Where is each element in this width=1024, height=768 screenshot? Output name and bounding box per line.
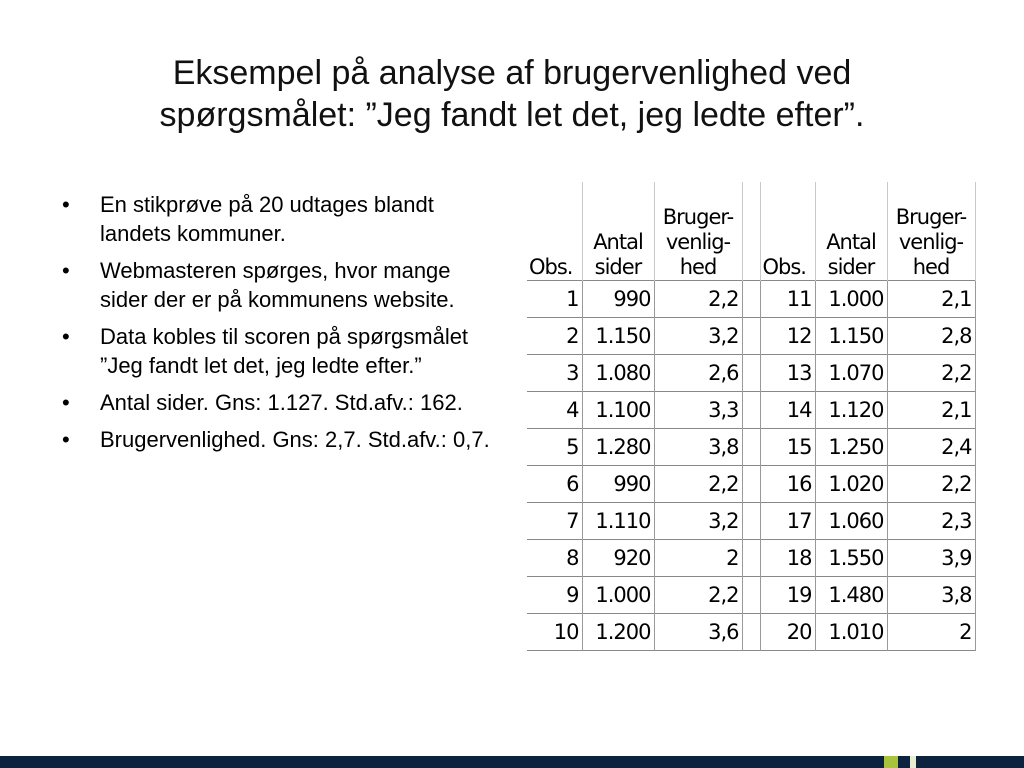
cell-antal-sider: 1.000: [582, 577, 654, 614]
cell-brugervenlighed: 2,2: [654, 466, 742, 503]
cell-antal-sider: 1.280: [582, 429, 654, 466]
cell-brugervenlighed: 2,1: [887, 281, 975, 318]
column-gap: [742, 540, 760, 577]
column-gap: [742, 318, 760, 355]
bullet-text: Webmasteren spørges, hvor mange sider der er på kommunens website.: [100, 258, 455, 312]
slide-title-line-1: Eksempel på analyse af brugervenlighed ved: [172, 54, 852, 92]
cell-obs: 10: [527, 614, 582, 651]
bullet-dot: •: [62, 427, 70, 452]
cell-antal-sider: 1.010: [815, 614, 887, 651]
cell-brugervenlighed: 2,6: [654, 355, 742, 392]
cell-antal-sider: 1.000: [815, 281, 887, 318]
cell-antal-sider: 990: [582, 281, 654, 318]
cell-obs: 8: [527, 540, 582, 577]
cell-brugervenlighed: 3,8: [654, 429, 742, 466]
bullet-item: [62, 322, 502, 380]
bullet-text: Antal sider. Gns: 1.127. Std.afv.: 162.: [100, 390, 463, 415]
slide-title: [40, 52, 984, 136]
table-row: [527, 540, 975, 577]
cell-obs: 5: [527, 429, 582, 466]
cell-antal-sider: 990: [582, 466, 654, 503]
table-row: [527, 577, 975, 614]
cell-obs: 14: [760, 392, 815, 429]
cell-brugervenlighed: 2,8: [887, 318, 975, 355]
cell-obs: 12: [760, 318, 815, 355]
column-gap: [742, 503, 760, 540]
bullet-item: [62, 425, 502, 454]
cell-obs: 18: [760, 540, 815, 577]
table-row: [527, 281, 975, 318]
header-antal-sider: Antal sider: [815, 182, 887, 281]
cell-brugervenlighed: 2,3: [887, 503, 975, 540]
table-row: [527, 392, 975, 429]
table-body: [527, 281, 975, 651]
cell-obs: 2: [527, 318, 582, 355]
header-brugervenlighed: Bruger- venlig- hed: [887, 182, 975, 281]
header-brugervenlighed: Bruger- venlig- hed: [654, 182, 742, 281]
cell-antal-sider: 1.480: [815, 577, 887, 614]
slide-title-line-2: spørgsmålet: ”Jeg fandt let det, jeg ledte efter”.: [159, 96, 865, 134]
bullet-item: [62, 190, 502, 248]
cell-brugervenlighed: 3,6: [654, 614, 742, 651]
column-gap: [742, 281, 760, 318]
cell-obs: 7: [527, 503, 582, 540]
table-row: [527, 318, 975, 355]
cell-obs: 17: [760, 503, 815, 540]
cell-brugervenlighed: 3,2: [654, 318, 742, 355]
column-gap: [742, 466, 760, 503]
column-gap: [742, 182, 760, 281]
cell-brugervenlighed: 2,2: [887, 355, 975, 392]
cell-antal-sider: 1.020: [815, 466, 887, 503]
cell-brugervenlighed: 2: [654, 540, 742, 577]
cell-obs: 13: [760, 355, 815, 392]
cell-antal-sider: 1.150: [582, 318, 654, 355]
bullet-text: En stikprøve på 20 udtages blandt landets kommuner.: [100, 192, 434, 246]
table-header-row: [527, 182, 975, 281]
cell-brugervenlighed: 2,1: [887, 392, 975, 429]
bullet-dot: •: [62, 390, 70, 415]
bullet-item: [62, 388, 502, 417]
cell-obs: 16: [760, 466, 815, 503]
bullet-list: [62, 190, 502, 462]
cell-obs: 1: [527, 281, 582, 318]
cell-obs: 3: [527, 355, 582, 392]
header-obs: Obs.: [527, 182, 582, 281]
table-row: [527, 466, 975, 503]
cell-brugervenlighed: 2,4: [887, 429, 975, 466]
table-row: [527, 355, 975, 392]
data-table: [527, 182, 976, 651]
cell-brugervenlighed: 2,2: [654, 281, 742, 318]
bullet-text: Brugervenlighed. Gns: 2,7. Std.afv.: 0,7.: [100, 427, 490, 452]
cell-antal-sider: 920: [582, 540, 654, 577]
footer-accent: [884, 756, 898, 768]
table-row: [527, 614, 975, 651]
column-gap: [742, 577, 760, 614]
cell-obs: 20: [760, 614, 815, 651]
cell-brugervenlighed: 2,2: [654, 577, 742, 614]
cell-obs: 19: [760, 577, 815, 614]
header-obs: Obs.: [760, 182, 815, 281]
cell-antal-sider: 1.080: [582, 355, 654, 392]
bullet-dot: •: [62, 324, 70, 349]
bullet-dot: •: [62, 192, 70, 217]
cell-obs: 15: [760, 429, 815, 466]
cell-brugervenlighed: 2: [887, 614, 975, 651]
column-gap: [742, 429, 760, 466]
column-gap: [742, 614, 760, 651]
cell-antal-sider: 1.150: [815, 318, 887, 355]
cell-brugervenlighed: 3,2: [654, 503, 742, 540]
cell-antal-sider: 1.110: [582, 503, 654, 540]
cell-brugervenlighed: 2,2: [887, 466, 975, 503]
cell-brugervenlighed: 3,3: [654, 392, 742, 429]
cell-antal-sider: 1.550: [815, 540, 887, 577]
table-row: [527, 429, 975, 466]
cell-obs: 6: [527, 466, 582, 503]
cell-antal-sider: 1.100: [582, 392, 654, 429]
cell-antal-sider: 1.060: [815, 503, 887, 540]
header-antal-sider: Antal sider: [582, 182, 654, 281]
cell-brugervenlighed: 3,8: [887, 577, 975, 614]
cell-brugervenlighed: 3,9: [887, 540, 975, 577]
cell-antal-sider: 1.120: [815, 392, 887, 429]
cell-obs: 9: [527, 577, 582, 614]
cell-obs: 11: [760, 281, 815, 318]
cell-antal-sider: 1.200: [582, 614, 654, 651]
cell-obs: 4: [527, 392, 582, 429]
bullet-item: [62, 256, 502, 314]
footer-bar: [0, 756, 1024, 768]
cell-antal-sider: 1.250: [815, 429, 887, 466]
bullet-text: Data kobles til scoren på spørgsmålet ”Jeg fandt let det, jeg ledte efter.”: [100, 324, 469, 378]
column-gap: [742, 392, 760, 429]
footer-accent: [910, 756, 916, 768]
column-gap: [742, 355, 760, 392]
cell-antal-sider: 1.070: [815, 355, 887, 392]
table-row: [527, 503, 975, 540]
bullet-dot: •: [62, 258, 70, 283]
